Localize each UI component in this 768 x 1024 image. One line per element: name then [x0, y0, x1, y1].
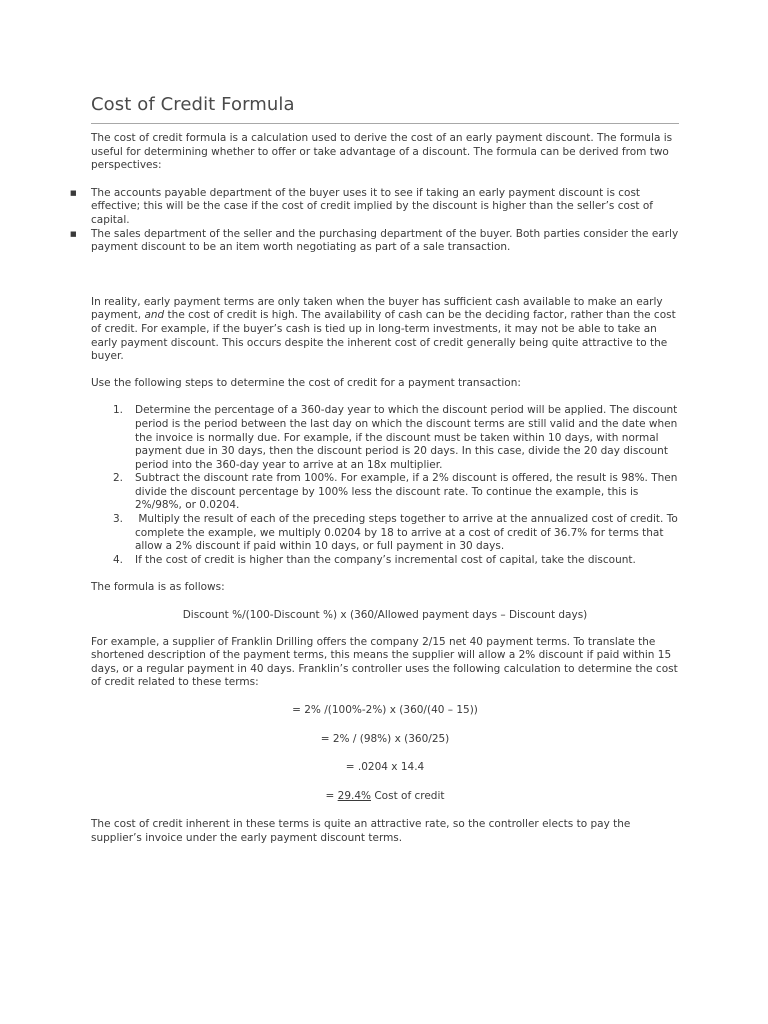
step-text: Subtract the discount rate from 100%. For example, if a 2% discount is offered, the result is 98%. Then divide the discount percentage by 100% less the discount rate. To continue the example, this is 2%/98%, or 0.0204. [135, 472, 678, 512]
step-item [113, 553, 679, 568]
calculation-line-3: = .0204 x 14.4 [345, 761, 425, 774]
step-item [113, 404, 679, 472]
step-item [113, 472, 679, 513]
perspectives-list [70, 186, 679, 255]
step-number: 3. [113, 513, 124, 526]
square-bullet-icon: ■ [70, 188, 77, 197]
result-value: 29.4% [337, 789, 371, 802]
reality-paragraph [91, 296, 679, 364]
intro-paragraph: The cost of credit formula is a calculation used to derive the cost of an early payment discount. The formula is useful for determining whether to offer or take advantage of a discount. The formula can be derived from two perspectives: [91, 132, 673, 172]
result-suffix: Cost of credit [371, 789, 445, 802]
step-item [113, 513, 682, 554]
page-title: Cost of Credit Formula [91, 94, 295, 115]
conclusion-paragraph: The cost of credit inherent in these terms is quite an attractive rate, so the controller elects to pay the supplier’s invoice under the early payment discount terms. [91, 818, 631, 844]
steps-list [91, 404, 682, 567]
step-text: Determine the percentage of a 360-day year to which the discount period will be applied. The discount period is the period between the last day on which the discount terms are still valid and the date when the invoice is normally due. For example, if the discount must be taken within 10 days, with normal payment due in 30 days, then the discount period is 20 days. In this case, divide the 20 day discount period into the 360-day year to arrive at an 18x multiplier. [135, 404, 678, 471]
calculation-line-1: = 2% /(100%-2%) x (360/(40 – 15)) [292, 704, 478, 716]
document-page [70, 92, 682, 846]
calculation-line-2: = 2% / (98%) x (360/25) [320, 732, 450, 745]
formula-label: The formula is as follows: [91, 581, 225, 594]
list-item [70, 227, 679, 255]
example-paragraph: For example, a supplier of Franklin Drilling offers the company 2/15 net 40 payment terms. To translate the shortened description of the payment terms, this means the supplier will allow a 2% discount if paid within 15 days, or a regular payment in 40 days. Franklin’s controller uses the following calculation to determine the cost of credit related to these terms: [91, 635, 678, 689]
step-number: 2. [113, 472, 124, 485]
reality-text-part2: the cost of credit is high. The availability of cash can be the deciding factor, rather than the cost of credit. For example, if the buyer’s cash is tied up in long-term investments, it may not be able to take an early payment discount. This occurs despite the inherent cost of credit generally being quite attractive to the buyer. [91, 309, 676, 363]
steps-intro-paragraph: Use the following steps to determine the cost of credit for a payment transaction: [91, 376, 521, 389]
square-bullet-icon: ■ [70, 229, 77, 238]
spacer [91, 255, 679, 296]
step-text: If the cost of credit is higher than the company’s incremental cost of capital, take the discount. [135, 553, 636, 566]
list-item-text: The sales department of the seller and the purchasing department of the buyer. Both parties consider the early payment discount to be an item worth negotiating as part of a sale transaction. [91, 227, 679, 254]
reality-emphasis: and [144, 309, 165, 322]
list-item [70, 186, 679, 228]
result-prefix: = [325, 789, 338, 802]
step-text: Multiply the result of each of the preceding steps together to arrive at the annualized cost of credit. To complete the example, we multiply 0.0204 by 18 to arrive at a cost of credit of 36.7% for terms that allow a 2% discount if paid within 10 days, or full payment in 30 days. [135, 513, 682, 553]
title-divider [91, 123, 679, 124]
formula-text: Discount %/(100-Discount %) x (360/Allowed payment days – Discount days) [182, 609, 588, 622]
reality-text-part1: In reality, early payment terms are only taken when the buyer has sufficient cash available to make an early payment, [91, 295, 663, 322]
list-item-text: The accounts payable department of the buyer uses it to see if taking an early payment discount is cost effective; this will be the case if the cost of credit implied by the discount is higher than the seller’s cost of capital. [91, 186, 653, 226]
calculation-result [91, 790, 679, 804]
step-number: 4. [113, 553, 124, 566]
step-number: 1. [113, 404, 124, 417]
